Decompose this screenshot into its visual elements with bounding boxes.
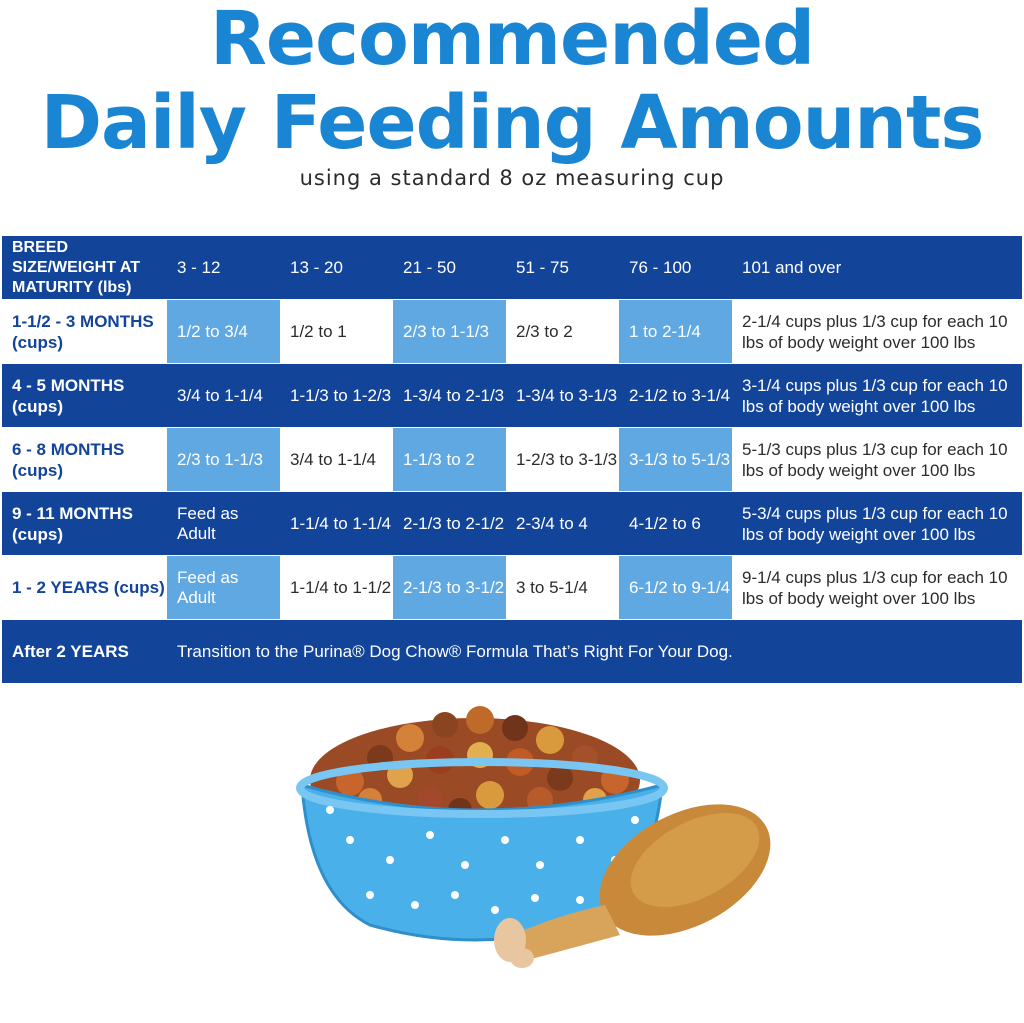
page-subtitle: using a standard 8 oz measuring cup xyxy=(299,166,725,190)
table-cell: 4-1/2 to 6 xyxy=(619,492,732,556)
table-cell: 2-3/4 to 4 xyxy=(506,492,619,556)
feeding-table xyxy=(2,235,1022,683)
table-cell: 2-1/3 to 3-1/2 xyxy=(393,556,506,620)
transition-message: Transition to the Purina® Dog Chow® Formula That’s Right For Your Dog. xyxy=(167,620,1022,684)
header-col: 3 - 12 xyxy=(167,236,280,300)
table-row xyxy=(2,364,1022,428)
row-label: 6 - 8 MONTHS (cups) xyxy=(2,428,167,492)
table-cell: 1-1/3 to 1-2/3 xyxy=(280,364,393,428)
row-label: 9 - 11 MONTHS (cups) xyxy=(2,492,167,556)
row-label: 1-1/2 - 3 MONTHS (cups) xyxy=(2,300,167,364)
table-cell: 2-1/3 to 2-1/2 xyxy=(393,492,506,556)
table-header-row xyxy=(2,236,1022,300)
table-cell: 1-2/3 to 3-1/3 xyxy=(506,428,619,492)
table-cell: 2-1/4 cups plus 1/3 cup for each 10 lbs of body weight over 100 lbs xyxy=(732,300,1022,364)
table-row xyxy=(2,492,1022,556)
table-cell: 2/3 to 1-1/3 xyxy=(167,428,280,492)
header-label: BREED SIZE/WEIGHT AT MATURITY (lbs) xyxy=(2,236,167,300)
table-cell: 3/4 to 1-1/4 xyxy=(167,364,280,428)
table-cell: Feed as Adult xyxy=(167,556,280,620)
table-cell: 1/2 to 1 xyxy=(280,300,393,364)
table-cell: 1-1/4 to 1-1/2 xyxy=(280,556,393,620)
header-col: 13 - 20 xyxy=(280,236,393,300)
row-label: 4 - 5 MONTHS (cups) xyxy=(2,364,167,428)
table-cell: Feed as Adult xyxy=(167,492,280,556)
table-cell: 5-3/4 cups plus 1/3 cup for each 10 lbs of body weight over 100 lbs xyxy=(732,492,1022,556)
table-cell: 2-1/2 to 3-1/4 xyxy=(619,364,732,428)
table-cell: 9-1/4 cups plus 1/3 cup for each 10 lbs of body weight over 100 lbs xyxy=(732,556,1022,620)
header-col: 51 - 75 xyxy=(506,236,619,300)
header-col: 76 - 100 xyxy=(619,236,732,300)
table-cell: 2/3 to 2 xyxy=(506,300,619,364)
table-cell: 1-3/4 to 2-1/3 xyxy=(393,364,506,428)
header-col: 101 and over xyxy=(732,236,1022,300)
table-cell: 1-1/4 to 1-1/4 xyxy=(280,492,393,556)
table-row-after-2-years xyxy=(2,620,1022,684)
table-cell: 6-1/2 to 9-1/4 xyxy=(619,556,732,620)
table-cell: 3/4 to 1-1/4 xyxy=(280,428,393,492)
table-cell: 1 to 2-1/4 xyxy=(619,300,732,364)
table-cell: 3-1/4 cups plus 1/3 cup for each 10 lbs of body weight over 100 lbs xyxy=(732,364,1022,428)
table-row xyxy=(2,428,1022,492)
table-row xyxy=(2,556,1022,620)
dog-food-bowl-illustration xyxy=(290,700,790,1000)
table-cell: 1/2 to 3/4 xyxy=(167,300,280,364)
row-label: After 2 YEARS xyxy=(2,620,167,684)
row-label: 1 - 2 YEARS (cups) xyxy=(2,556,167,620)
table-cell: 3 to 5-1/4 xyxy=(506,556,619,620)
table-cell: 5-1/3 cups plus 1/3 cup for each 10 lbs of body weight over 100 lbs xyxy=(732,428,1022,492)
page-title-line-2: Daily Feeding Amounts xyxy=(40,80,984,166)
header-col: 21 - 50 xyxy=(393,236,506,300)
table-cell: 3-1/3 to 5-1/3 xyxy=(619,428,732,492)
table-cell: 1-3/4 to 3-1/3 xyxy=(506,364,619,428)
table-cell: 1-1/3 to 2 xyxy=(393,428,506,492)
table-cell: 2/3 to 1-1/3 xyxy=(393,300,506,364)
table-row xyxy=(2,300,1022,364)
page-title-line-1: Recommended xyxy=(209,0,815,82)
